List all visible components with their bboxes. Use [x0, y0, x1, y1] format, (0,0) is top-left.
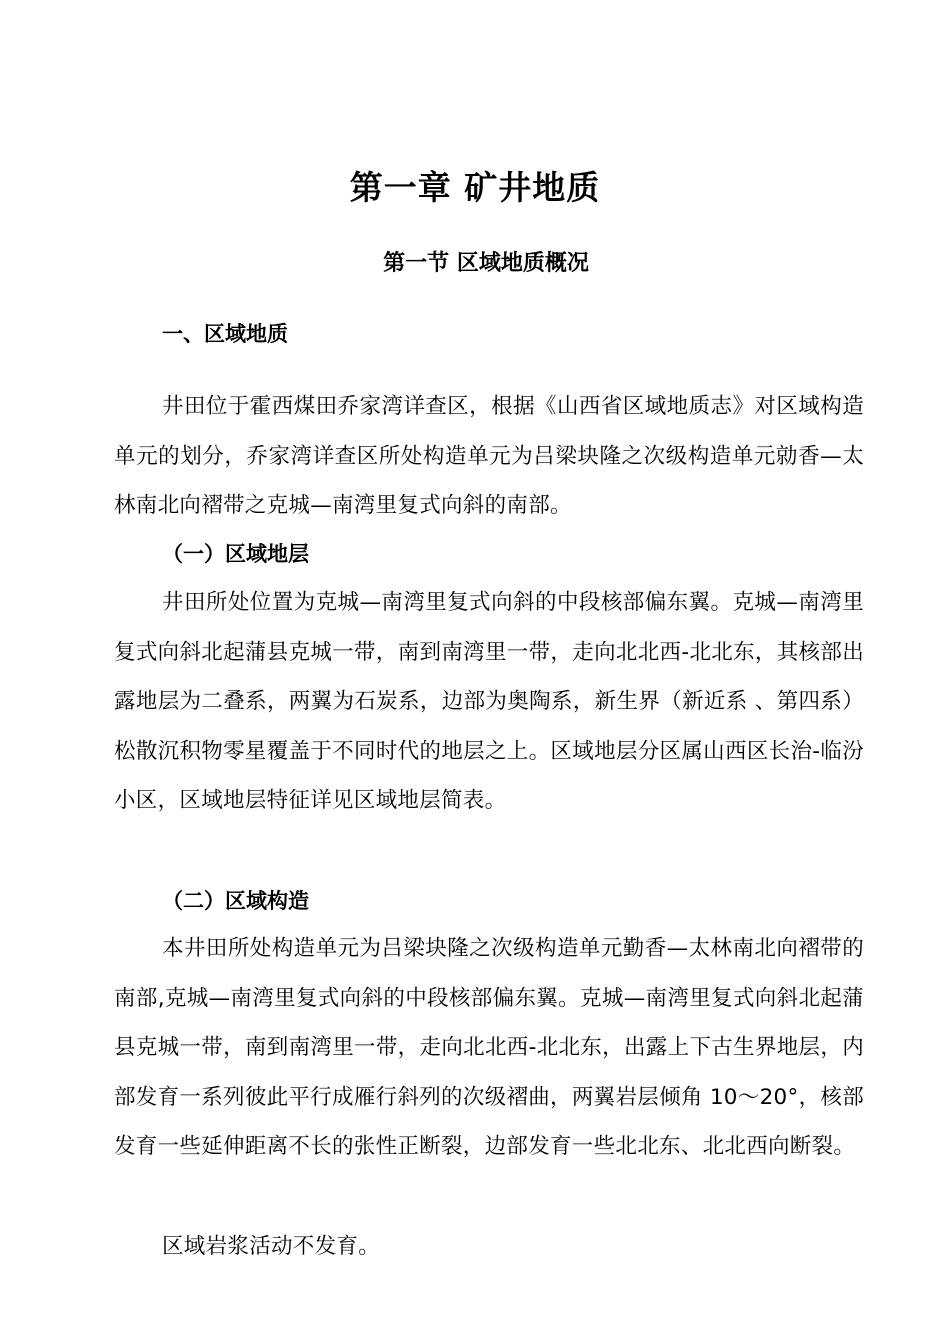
paragraph-magmatic-activity: 区域岩浆活动不发育。	[162, 1234, 381, 1259]
paragraph-strata: 井田所处位置为克城—南湾里复式向斜的中段核部偏东翼。克城—南湾里复式向斜北起蒲县克城一带，南到南湾里一带，走向北北西-北北东，其核部出露地层为二叠系，两翼为石炭系，边部为奥陶系，新生界（新近系 、第四系）松散沉积物零星覆盖于不同时代的地层之上。区域地层分区属山西区长治-临汾小区，区域地层特征详见区域地层简表。	[114, 590, 864, 813]
paragraph-structure: 本井田所处构造单元为吕梁块隆之次级构造单元勤香—太林南北向褶带的南部,克城—南湾里复式向斜的中段核部偏东翼。克城—南湾里复式向斜北起蒲县克城一带，南到南湾里一带，走向北北西-北北东，出露上下古生界地层，内部发育一系列彼此平行成雁行斜列的次级褶曲，两翼岩层倾角 10～20°，核部发育一些延伸距离不长的张性正断裂，边部发育一些北北东、北北西向断裂。	[114, 936, 864, 1159]
heading-regional-structure: （二）区域构造	[162, 889, 309, 913]
heading-regional-geology: 一、区域地质	[162, 322, 288, 346]
heading-regional-strata: （一）区域地层	[162, 542, 309, 566]
chapter-title: 第一章 矿井地质	[349, 168, 601, 207]
section-title: 第一节 区域地质概况	[383, 251, 589, 276]
paragraph-location: 井田位于霍西煤田乔家湾详查区，根据《山西省区域地质志》对区域构造单元的划分，乔家湾详查区所处构造单元为吕梁块隆之次级构造单元勍香—太林南北向褶带之克城—南湾里复式向斜的南部。	[114, 394, 864, 518]
